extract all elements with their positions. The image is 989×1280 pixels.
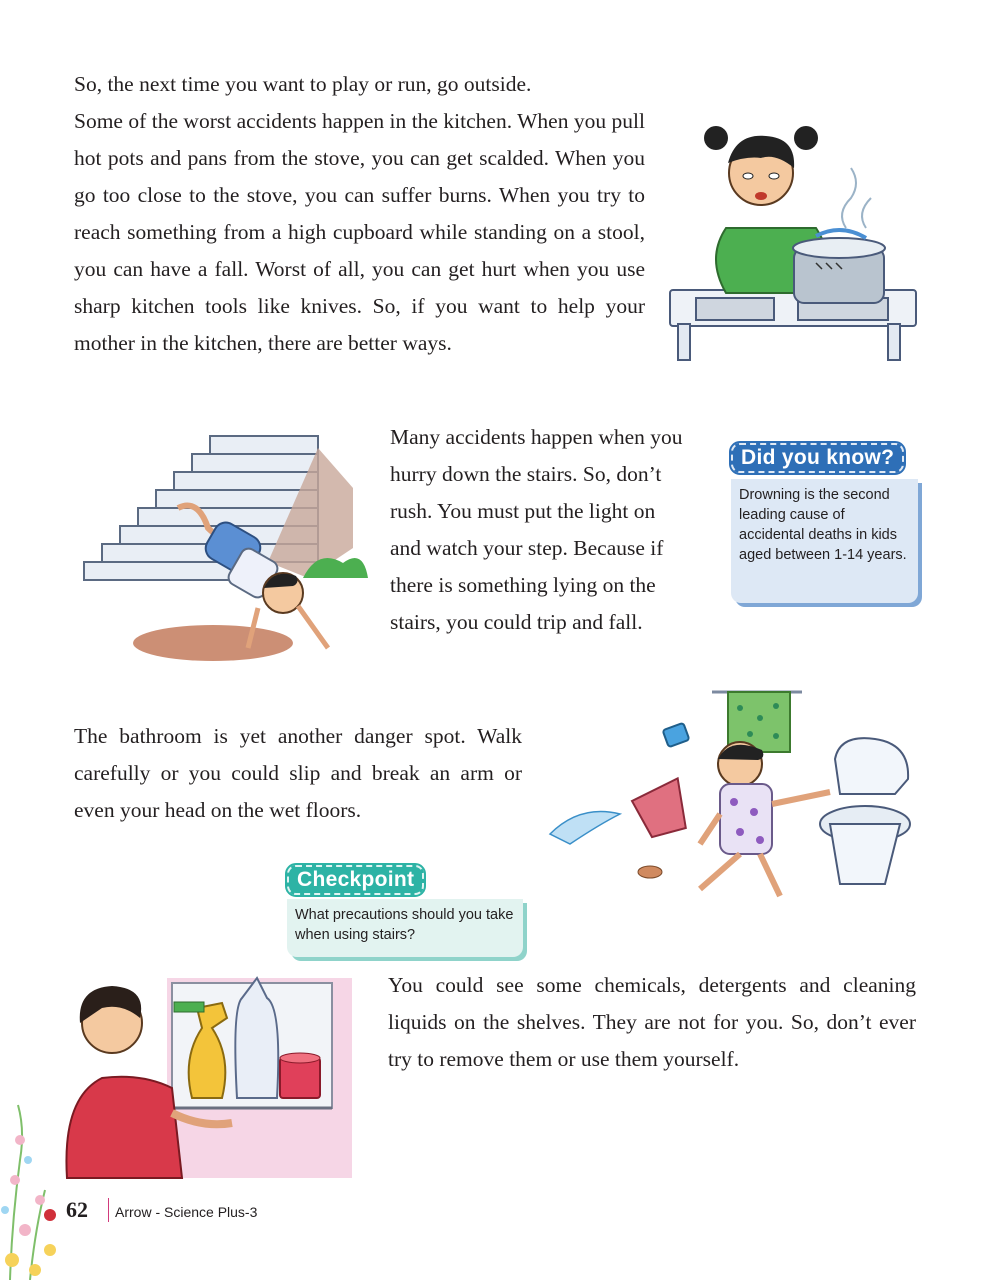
checkpoint-title: Checkpoint <box>287 865 424 895</box>
stairs-paragraph <box>390 419 690 641</box>
checkpoint-box <box>287 865 527 957</box>
kitchen-paragraph <box>74 66 645 362</box>
chemicals-text: You could see some chemicals, detergents and cleaning liquids on the shelves. They are not for you. So, don’t ever try to remove them or use them yourself. <box>388 973 916 1071</box>
page-number: 62 <box>66 1197 88 1222</box>
footer-divider <box>108 1198 109 1222</box>
kitchen-body-text: Some of the worst accidents happen in the kitchen. When you pull hot pots and pans from the stove, you can get scalded. When you go too close to the stove, you can suffer burns. When you try to reach something from a high cupboard while standing on a stool, you can have a fall. Worst of all, you can get hurt when you use sharp kitchen tools like knives. So, if you want to help your mother in the kitchen, there are better ways. <box>74 109 645 355</box>
kitchen-intro-line: So, the next time you want to play or run, go outside. <box>74 72 532 96</box>
bathroom-text: The bathroom is yet another danger spot. Walk carefully or you could slip and break an arm or even your head on the wet floors. <box>74 724 522 822</box>
floral-corner-decoration <box>0 1100 70 1280</box>
kitchen-girl-illustration <box>666 118 922 368</box>
chemicals-paragraph <box>388 967 916 1078</box>
stairs-text: Many accidents happen when you hurry down the stairs. So, don’t rush. You must put the light on and watch your step. Because if there is something lying on the stairs, you could trip and fall. <box>390 425 683 634</box>
book-title: Arrow - Science Plus-3 <box>115 1204 258 1220</box>
did-you-know-box <box>731 443 918 603</box>
bathroom-paragraph <box>74 718 522 829</box>
chemicals-shelf-illustration <box>62 968 362 1188</box>
checkpoint-question: What precautions should you take when using stairs? <box>287 899 523 957</box>
bathroom-slip-illustration <box>540 684 920 939</box>
did-you-know-title: Did you know? <box>731 443 904 473</box>
stairs-fall-illustration <box>68 428 368 678</box>
did-you-know-text: Drowning is the second leading cause of accidental deaths in kids aged between 1-14 years. <box>731 479 918 603</box>
